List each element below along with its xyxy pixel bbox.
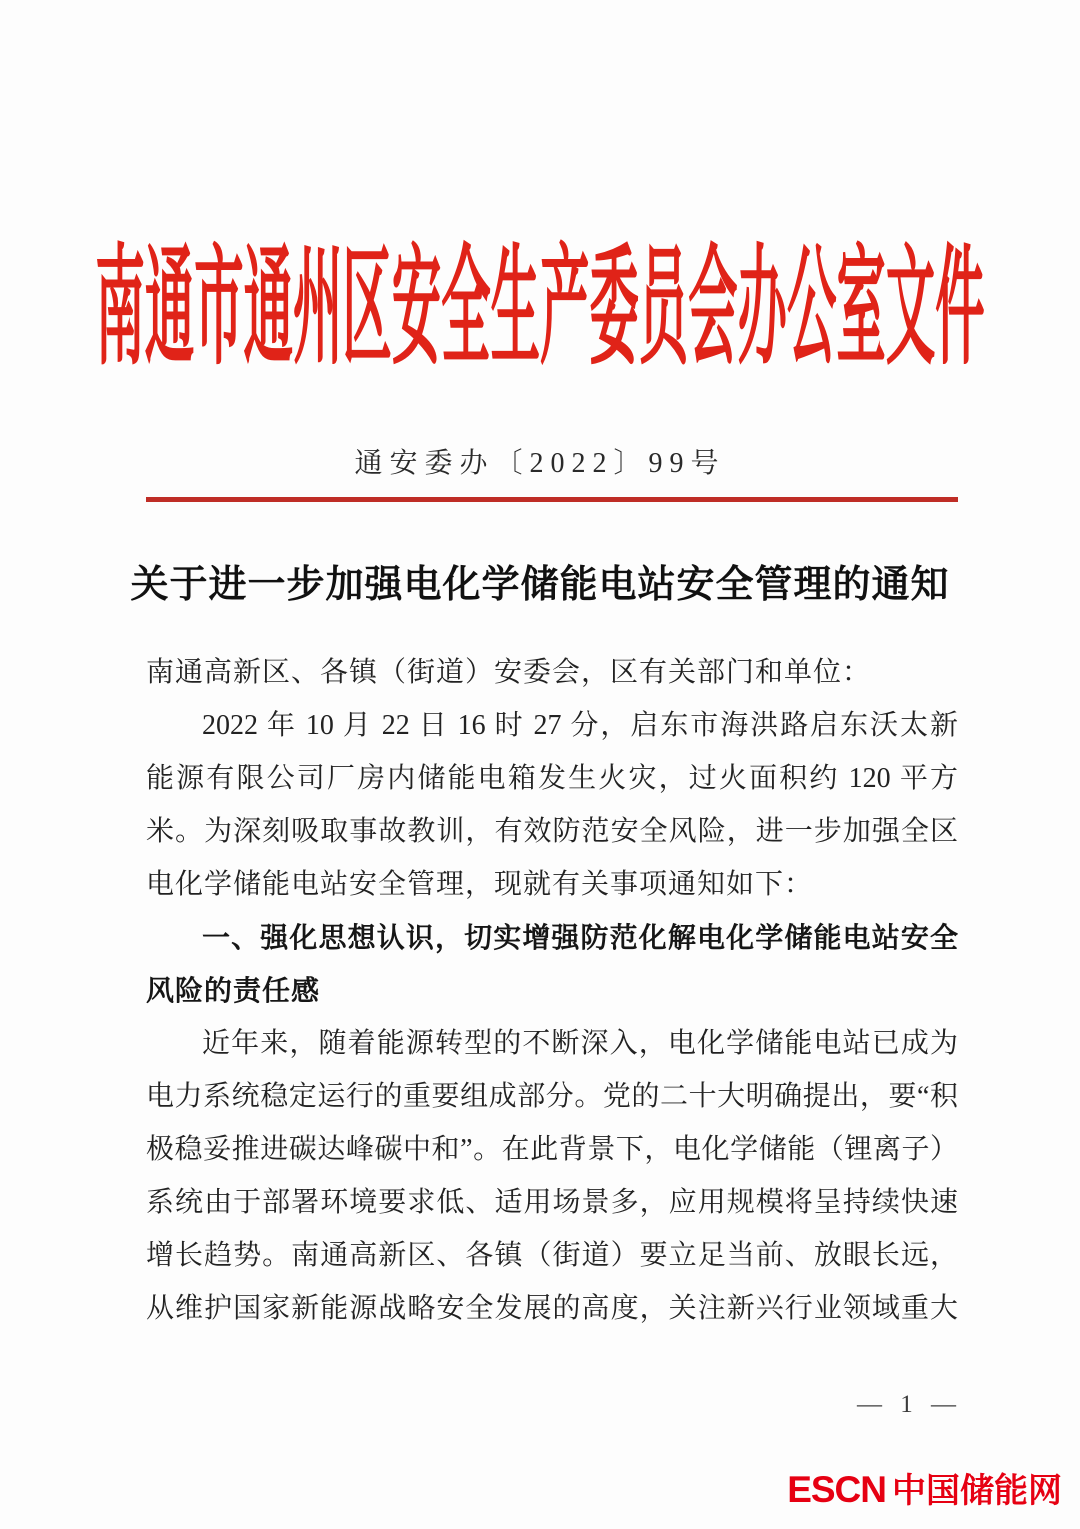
escn-logo-text-en: ESCN: [787, 1469, 886, 1510]
body-line: 南通高新区、各镇（街道）安委会，区有关部门和单位：: [146, 657, 872, 688]
body-line: 电力系统稳定运行的重要组成部分。党的二十大明确提出，要“积: [146, 1081, 958, 1112]
body-line: 米。为深刻吸取事故教训，有效防范安全风险，进一步加强全区: [146, 816, 958, 847]
document-number: 通安委办〔2022〕99号: [354, 448, 726, 479]
body-line: 系统由于部署环境要求低、适用场景多，应用规模将呈持续快速: [146, 1187, 958, 1218]
document-title: 关于进一步加强电化学储能电站安全管理的通知: [130, 564, 950, 606]
escn-watermark-logo: [787, 1470, 1062, 1511]
body-line: 风险的责任感: [146, 975, 321, 1006]
document-body: [146, 646, 958, 1335]
body-line: 一、强化思想认识，切实增强防范化解电化学储能电站安全: [202, 922, 958, 953]
body-line: 电化学储能电站安全管理，现就有关事项通知如下：: [146, 869, 814, 900]
body-line: 2022 年 10 月 22 日 16 时 27 分，启东市海洪路启东沃太新: [202, 710, 958, 741]
body-line: 极稳妥推进碳达峰碳中和”。在此背景下，电化学储能（锂离子）: [146, 1134, 958, 1165]
body-line: 从维护国家新能源战略安全发展的高度，关注新兴行业领域重大: [146, 1293, 958, 1324]
red-header-title: 南通市通州区安全生产委员会办公室文件: [95, 237, 985, 381]
body-line: 能源有限公司厂房内储能电箱发生火灾，过火面积约 120 平方: [146, 763, 958, 794]
red-letterhead: [0, 238, 1080, 380]
escn-logo-text-cn: 中国储能网: [892, 1472, 1062, 1510]
page-number: — 1 —: [857, 1391, 962, 1418]
red-divider-line: [146, 497, 958, 502]
body-line: 增长趋势。南通高新区、各镇（街道）要立足当前、放眼长远，: [146, 1240, 958, 1271]
body-line: 近年来，随着能源转型的不断深入，电化学储能电站已成为: [202, 1028, 958, 1059]
